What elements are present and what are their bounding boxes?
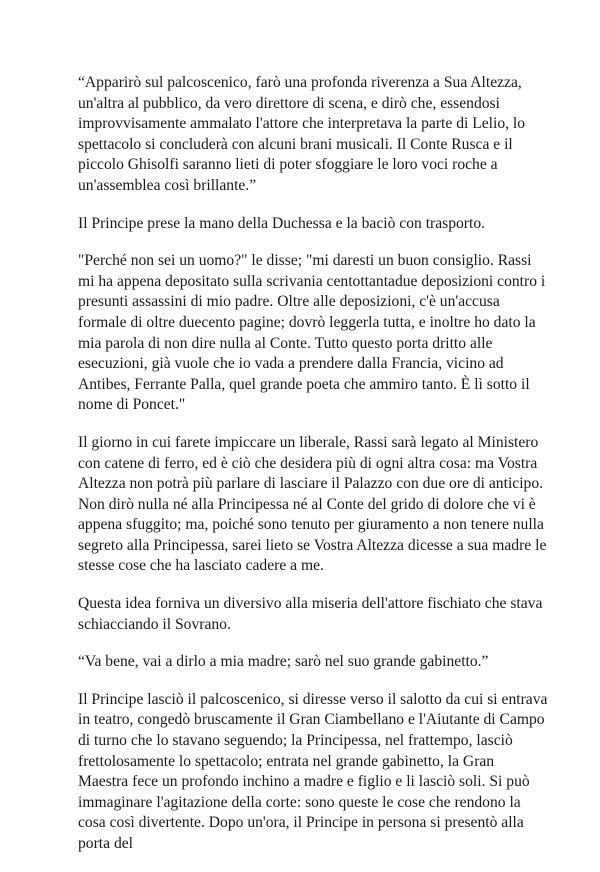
document-page <box>78 73 548 872</box>
paragraph: Il Principe prese la mano della Duchessa e la baciò con trasporto. <box>78 214 486 232</box>
paragraph: Il Principe lasciò il palcoscenico, si diresse verso il salotto da cui si entrava in teatro, congedò bruscamente il Gran Ciambellano e l'Aiutante di Campo di turno che lo stavano seguendo; la Principessa, nel frattempo, lasciò frettolosamente lo spettacolo; entrata nel grande gabinetto, la Gran Maestra fece un profondo inchino a madre e figlio e li lasciò soli. Si può immaginare l'agitazione della corte: sono queste le cose che rendono la cosa così divertente. Dopo un'ora, il Principe in persona si presentò alla porta del <box>78 690 548 852</box>
paragraph: Il giorno in cui farete impiccare un liberale, Rassi sarà legato al Ministero con catene di ferro, ed è ciò che desidera più di ogni altra cosa: ma Vostra Altezza non potrà più parlare di lasciare il Palazzo con due ore di anticipo. Non dirò nulla né alla Principessa né al Conte del grido di dolore che vi è appena sfuggito; ma, poiché sono tenuto per giuramento a non tenere nulla segreto alla Principessa, sarei lieto se Vostra Altezza dicesse a sua madre le stesse cose che ha lasciato cadere a me. <box>78 433 547 575</box>
paragraph: Questa idea forniva un diversivo alla miseria dell'attore fischiato che stava schiacciando il Sovrano. <box>78 595 543 633</box>
paragraph: “Va bene, vai a dirlo a mia madre; sarò nel suo grande gabinetto.” <box>78 653 489 671</box>
paragraph: "Perché non sei un uomo?" le disse; "mi daresti un buon consiglio. Rassi mi ha appena depositato sulla scrivania centottantadue deposizioni contro i presunti assassini di mio padre. Oltre alle deposizioni, c'è un'accusa formale di oltre duecento pagine; dovrò leggerla tutta, e inoltre ho dato la mia parola di non dire nulla al Conte. Tutto questo porta dritto alle esecuzioni, già vuole che io vada a prendere dalla Francia, vicino ad Antibes, Ferrante Palla, quel grande poeta che ammiro tanto. È lì sotto il nome di Poncet." <box>78 252 546 414</box>
paragraph: “Apparirò sul palcoscenico, farò una profonda riverenza a Sua Altezza, un'altra al pubblico, da vero direttore di scena, e dirò che, essendosi improvvisamente ammalato l'attore che interpretava la parte di Lelio, lo spettacolo si concluderà con alcuni brani musicali. Il Conte Rusca e il piccolo Ghisolfi saranno lieti di poter sfoggiare le loro voci roche a un'assemblea così brillante.” <box>78 74 526 194</box>
